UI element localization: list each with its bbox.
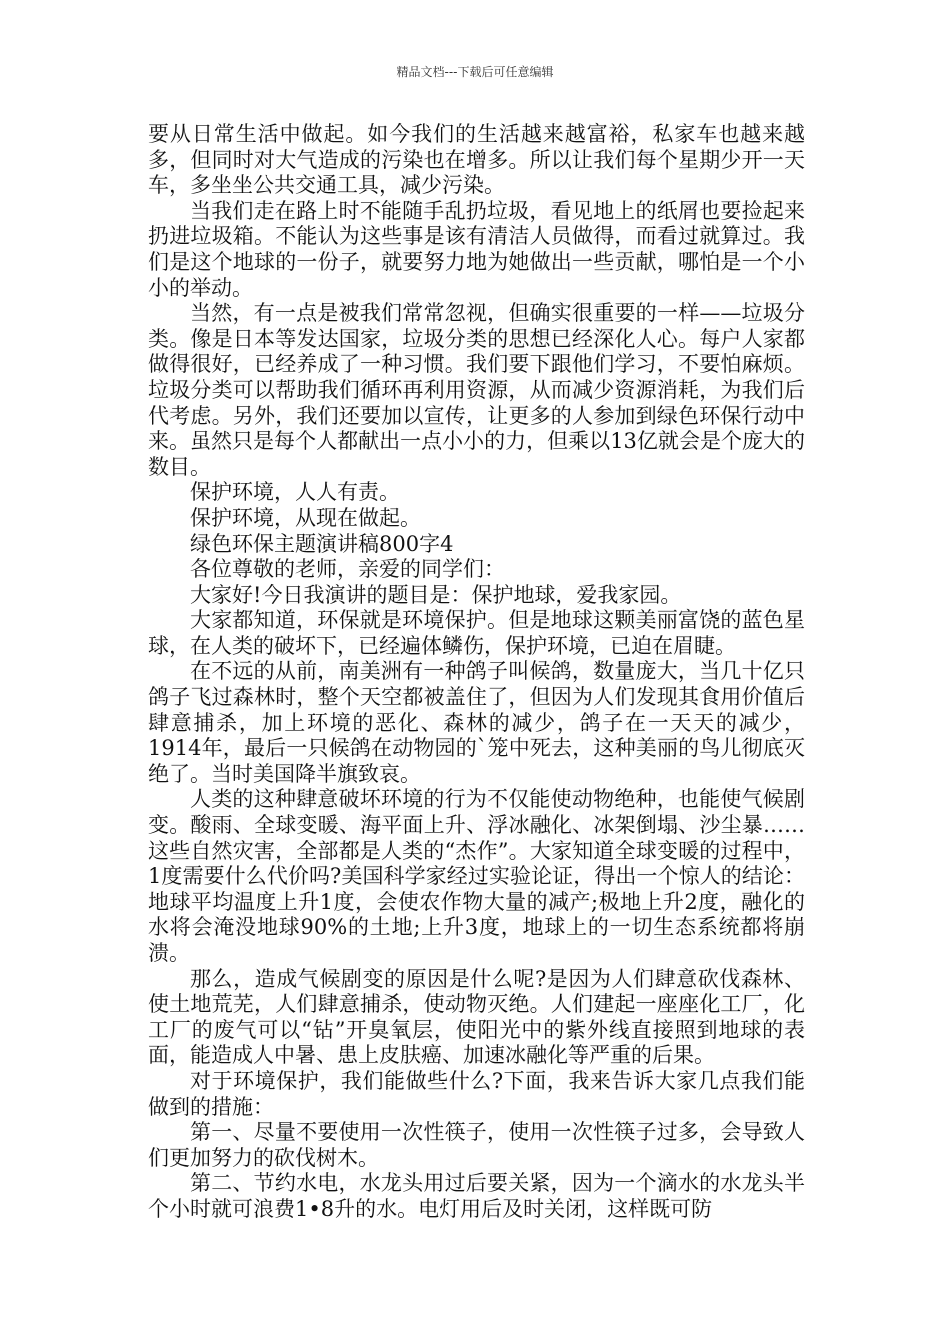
section-title: 绿色环保主题演讲稿800字4 <box>190 531 454 556</box>
paragraph: 对于环境保护，我们能做些什么?下面，我来告诉大家几点我们能做到的措施： <box>148 1068 805 1119</box>
paragraph: 当我们走在路上时不能随手乱扔垃圾，看见地上的纸屑也要捡起来扔进垃圾箱。不能认为这些事是该有清洁人员做得，而看过就算过。我们是这个地球的一份子，就要努力地为她做出一些贡献，哪怕是一个小小的举动。 <box>148 198 805 300</box>
paragraph: 人类的这种肆意破坏环境的行为不仅能使动物绝种，也能使气候剧变。酸雨、全球变暖、海平面上升、浮冰融化、冰架倒塌、沙尘暴……这些自然灾害，全部都是人类的“杰作”。大家知道全球变暖的过程中，1度需要什么代价吗?美国科学家经过实验论证，得出一个惊人的结论：地球平均温度上升1度，会使农作物大量的减产;极地上升2度，融化的水将会淹没地球90%的土地;上升3度，地球上的一切生态系统都将崩溃。 <box>148 787 805 965</box>
paragraph: 大家好!今日我演讲的题目是：保护地球，爱我家园。 <box>190 582 682 607</box>
page-header: 精品文档---下载后可任意编辑 <box>396 65 554 79</box>
paragraph: 第二、节约水电，水龙头用过后要关紧，因为一个滴水的水龙头半个小时就可浪费1•8升的水。电灯用后及时关闭，这样既可防 <box>148 1171 805 1221</box>
paragraph: 大家都知道，环保就是环境保护。但是地球这颗美丽富饶的蓝色星球，在人类的破坏下，已经遍体鳞伤，保护环境，已迫在眉睫。 <box>148 608 805 658</box>
paragraph: 保护环境，从现在做起。 <box>190 505 421 530</box>
salutation: 各位尊敬的老师，亲爱的同学们： <box>190 557 505 582</box>
paragraph: 第一、尽量不要使用一次性筷子，使用一次性筷子过多，会导致人们更加努力的砍伐树木。 <box>148 1120 805 1170</box>
paragraph: 当然，有一点是被我们常常忽视，但确实很重要的一样——垃圾分类。像是日本等发达国家，垃圾分类的思想已经深化人心。每户人家都做得很好，已经养成了一种习惯。我们要下跟他们学习，不要怕麻烦。垃圾分类可以帮助我们循环再利用资源，从而减少资源消耗，为我们后代考虑。另外，我们还要加以宣传，让更多的人参加到绿色环保行动中来。虽然只是每个人都献出一点小小的力，但乘以13亿就会是个庞大的数目。 <box>148 301 805 479</box>
paragraph: 保护环境，人人有责。 <box>190 480 400 505</box>
paragraph: 要从日常生活中做起。如今我们的生活越来越富裕，私家车也越来越多，但同时对大气造成的污染也在增多。所以让我们每个星期少开一天车，多坐坐公共交通工具，减少污染。 <box>148 122 805 198</box>
paragraph: 那么，造成气候剧变的原因是什么呢?是因为人们肆意砍伐森林、使土地荒芜，人们肆意捕杀，使动物灭绝。人们建起一座座化工厂，化工厂的废气可以“钻”开臭氧层，使阳光中的紫外线直接照到地球的表面，能造成人中暑、患上皮肤癌、加速冰融化等严重的后果。 <box>148 966 805 1068</box>
document-body <box>148 122 805 1223</box>
paragraph: 在不远的从前，南美洲有一种鸽子叫候鸽，数量庞大，当几十亿只鸽子飞过森林时，整个天空都被盖住了，但因为人们发现其食用价值后肆意捕杀，加上环境的恶化、森林的减少，鸽子在一天天的减少，1914年，最后一只候鸽在动物园的ˋ笼中死去，这种美丽的鸟儿彻底灭绝了。当时美国降半旗致哀。 <box>148 659 805 786</box>
